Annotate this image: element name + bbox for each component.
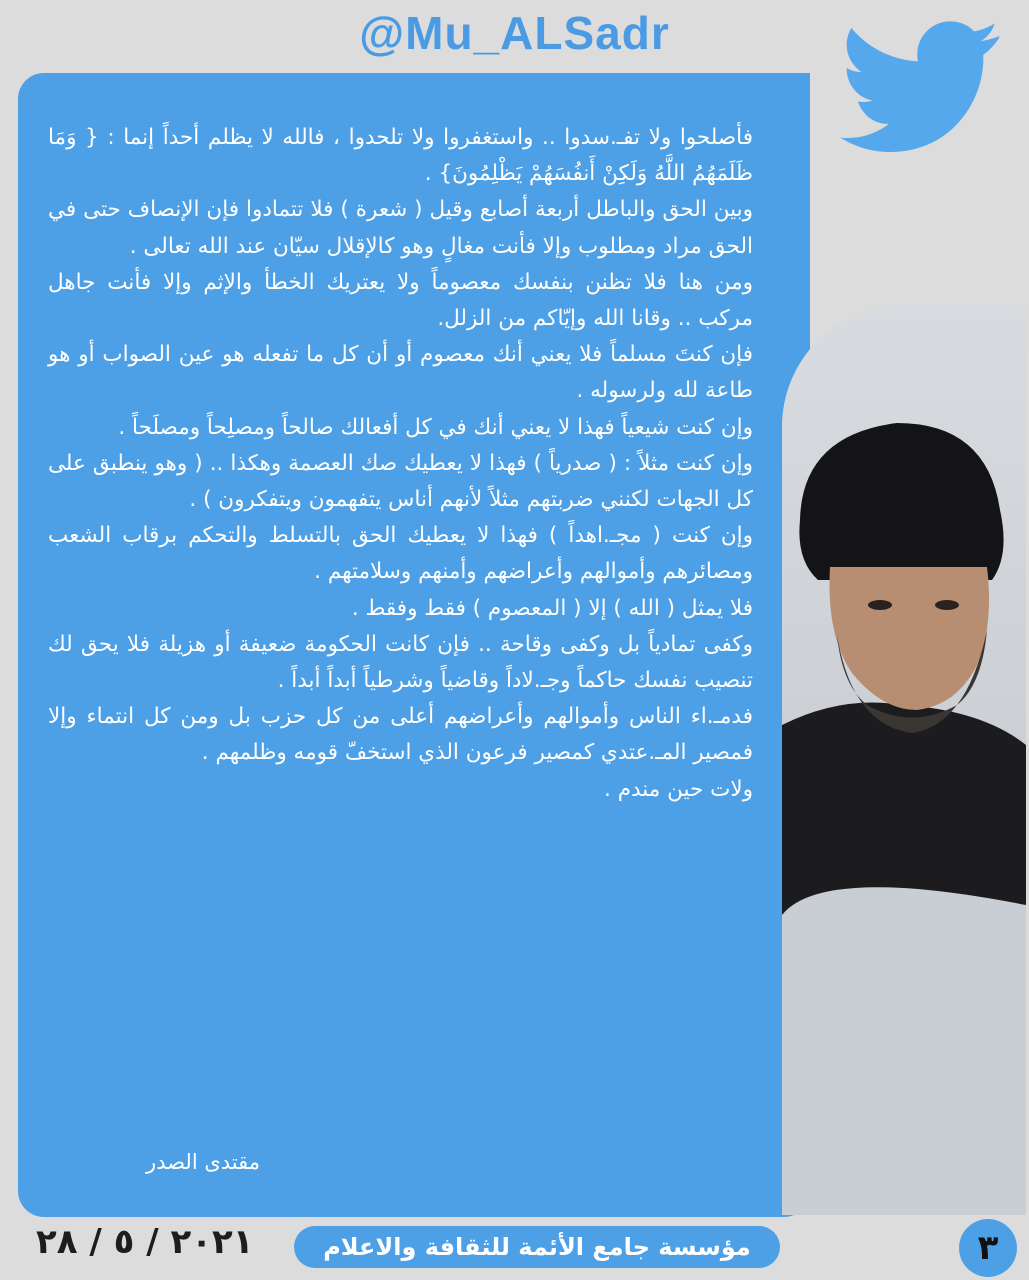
portrait-photo	[782, 305, 1026, 1215]
statement-paragraph: وإن كنت شيعياً فهذا لا يعني أنك في كل أفعالك صالحاً ومصلِحاً ومصلَحاً .	[118, 414, 753, 440]
page-number: ٣	[959, 1219, 1017, 1277]
statement-paragraph: وإن كنت مثلاً : ( صدرياً ) فهذا لا يعطيك صك العصمة وهكذا .. ( وهو ينطبق على كل الجهات لكنني ضربتهم مثلاً لأنهم أناس يتفهمون ويتفكرون ) .	[48, 450, 753, 513]
statement-paragraph: وكفى تمادياً بل وكفى وقاحة .. فإن كانت الحكومة ضعيفة أو هزيلة فلا يحق لك تنصيب نفسك حاكماً وجـ.لاداً وقاضياً وشرطياً أبداً أبداً .	[48, 631, 753, 694]
statement-body	[48, 120, 753, 808]
statement-paragraph: فدمـ.اء الناس وأموالهم وأعراضهم أعلى من كل حزب بل ومن كل انتماء وإلا فمصير المـ.عتدي كمصير فرعون الذي استخفّ قومه وظلمهم .	[48, 704, 753, 766]
organization-badge: مؤسسة جامع الأئمة للثقافة والاعلام	[294, 1226, 780, 1268]
twitter-bird-icon	[822, 4, 1022, 164]
statement-paragraph: وبين الحق والباطل أربعة أصابع وقيل ( شعرة ) فلا تتمادوا فإن الإنصاف حتى في الحق مراد ومطلوب وإلا فأنت مغالٍ وهو كالإقلال سيّان عند الله تعالى .	[48, 197, 753, 259]
twitter-handle: @Mu_ALSadr	[359, 7, 670, 59]
statement-paragraph: وإن كنت ( مجـ.اهداً ) فهذا لا يعطيك الحق بالتسلط والتحكم برقاب الشعب ومصائرهم وأموالهم وأعراضهم وأمنهم وسلامتهم .	[48, 523, 753, 585]
statement-paragraph: فأصلحوا ولا تفـ.سدوا .. واستغفروا ولا تلحدوا ، فالله لا يظلم أحداً إنما : { وَمَا ظَلَمَهُمُ اللَّهُ وَلَكِنْ أَنفُسَهُمْ يَظْلِمُونَ} .	[48, 125, 753, 187]
statement-paragraph: فلا يمثل ( الله ) إلا ( المعصوم ) فقط وفقط .	[351, 595, 753, 621]
signature: مقتدى الصدر	[146, 1150, 260, 1174]
statement-paragraph: ولات حين مندم .	[604, 776, 753, 802]
statement-paragraph: فإن كنتَ مسلماً فلا يعني أنك معصوم أو أن كل ما تفعله هو عين الصواب أو هو طاعة لله ولرسوله .	[48, 342, 753, 404]
statement-paragraph: ومن هنا فلا تظنن بنفسك معصوماً ولا يعتريك الخطأ والإثم وإلا فأنت جاهل مركب .. وقانا الله وإيّاكم من الزلل.	[48, 269, 753, 332]
date: ٢٠٢١ / ٥ / ٢٨	[36, 1222, 254, 1262]
